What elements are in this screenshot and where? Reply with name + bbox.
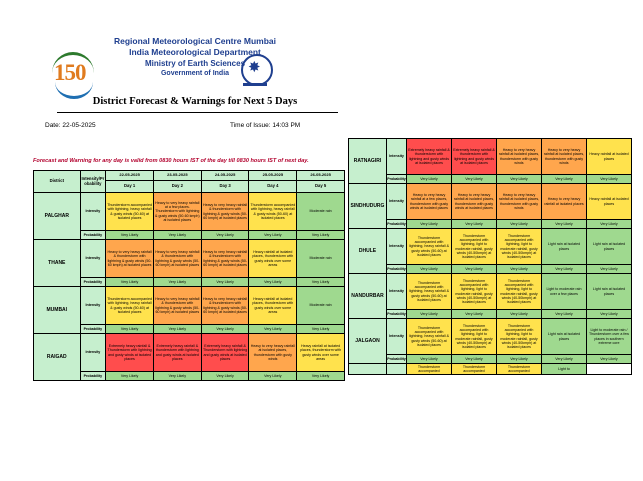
- probability-cell: Very Likely: [587, 355, 632, 364]
- col-header-day: Day 4: [249, 181, 297, 193]
- probability-cell: Very Likely: [497, 355, 542, 364]
- col-header-date: 26-05-2025: [297, 171, 345, 181]
- intensity-cell: Light to moderate rain / Thunderstorm over a few places in southern extreme core: [587, 319, 632, 355]
- probability-cell: Very Likely: [542, 355, 587, 364]
- col-header-day: Day 1: [106, 181, 154, 193]
- row-label-intensity: Intensity: [387, 319, 407, 355]
- probability-cell: Very Likely: [497, 310, 542, 319]
- probability-cell: Very Likely: [587, 175, 632, 184]
- row-label-probability: Probability: [387, 220, 407, 229]
- table-row: [349, 364, 632, 375]
- row-label-probability: Probability: [80, 325, 106, 334]
- col-header-intensity-probability: Intensity/Probability: [80, 171, 106, 193]
- probability-cell: Very Likely: [542, 175, 587, 184]
- emblem-base: [243, 83, 267, 86]
- intensity-cell: [587, 364, 632, 375]
- table-row-probability: [349, 265, 632, 274]
- forecast-table-left: [33, 170, 345, 381]
- intensity-cell: Heavy rainfall at isolated places, thunderstorm with gusty winds over some areas: [249, 287, 297, 325]
- col-header-date: 22-05-2025: [106, 171, 154, 181]
- logo-number: 150: [54, 60, 86, 85]
- row-label-intensity: Intensity: [387, 139, 407, 175]
- intensity-cell: Extremely heavy rainfall & Thunderstorm with lightning and gusty winds at isolated places: [201, 334, 249, 372]
- intensity-cell: Heavy to very heavy rainfall at isolated places, thunderstorm with gusty winds: [497, 184, 542, 220]
- document-header: [40, 36, 350, 79]
- forecast-date: Date: 22-05-2025: [45, 122, 96, 129]
- probability-cell: Very Likely: [587, 310, 632, 319]
- intensity-cell: Thunderstorm accompanied with lightning, light to moderate rainfall, gusty winds (40-50kmph) at isolated places: [497, 319, 542, 355]
- intensity-cell: Heavy to very heavy rainfall at a few places, thunderstorm with gusty winds at isolated places: [407, 184, 452, 220]
- row-label-intensity: Intensity: [387, 229, 407, 265]
- district-name-cell: NANDURBAR: [349, 274, 387, 319]
- intensity-cell: Thunderstorm accompanied with lightning, light to moderate rainfall, gusty winds (40-50kmph) at isolated places: [497, 274, 542, 310]
- probability-cell: Very Likely: [497, 220, 542, 229]
- table-row: [34, 287, 345, 325]
- district-name-cell: RAIGAD: [34, 334, 81, 381]
- intensity-cell: Light rain at isolated places: [542, 319, 587, 355]
- row-label-intensity: Intensity: [387, 184, 407, 220]
- district-name-cell: RATNAGIRI: [349, 139, 387, 184]
- row-label-intensity: Intensity: [80, 287, 106, 325]
- intensity-cell: Heavy to very heavy rainfall at a few places. Thunderstorm with lightning & gusty winds (50-60 kmph) at isolated places: [153, 193, 201, 231]
- row-label-probability: Probability: [387, 355, 407, 364]
- intensity-cell: Heavy to very heavy rainfall at isolated places, thunderstorm with gusty winds: [249, 334, 297, 372]
- intensity-cell: Heavy to very heavy rainfall & thunderstorm with lightning & gusty winds (50-60 kmph) at isolated places: [201, 240, 249, 278]
- intensity-cell: Light rain at isolated places: [542, 229, 587, 265]
- table-row-probability: [34, 325, 345, 334]
- col-header-date: 24-05-2025: [201, 171, 249, 181]
- probability-cell: Very Likely: [297, 278, 345, 287]
- col-header-date: 23-05-2025: [153, 171, 201, 181]
- intensity-cell: Light rain at isolated places: [587, 274, 632, 310]
- district-name-cell: MUMBAI: [34, 287, 81, 334]
- probability-cell: Very Likely: [201, 278, 249, 287]
- row-label-probability: Probability: [387, 310, 407, 319]
- district-name-cell: DHULE: [349, 229, 387, 274]
- title-divider: [57, 112, 338, 113]
- intensity-cell: Moderate rain: [297, 240, 345, 278]
- district-name-cell: JALGAON: [349, 319, 387, 364]
- probability-cell: Very Likely: [201, 231, 249, 240]
- table-row-probability: [349, 175, 632, 184]
- table-row-probability: [349, 355, 632, 364]
- probability-cell: Very Likely: [542, 220, 587, 229]
- intensity-cell: Light to: [542, 364, 587, 375]
- col-header-district: District: [34, 171, 81, 193]
- col-header-day: Day 2: [153, 181, 201, 193]
- probability-cell: Very Likely: [587, 220, 632, 229]
- district-name-cell: [349, 364, 387, 375]
- intensity-cell: Thunderstorm accompanied with lightning, light to moderate rainfall, gusty winds (40-50kmph) at isolated places: [452, 274, 497, 310]
- probability-cell: Very Likely: [249, 325, 297, 334]
- intensity-cell: Heavy to very heavy rainfall & thunderstorm with lightning & gusty winds (50-60 kmph) at isolated places: [201, 193, 249, 231]
- col-header-date: 25-05-2025: [249, 171, 297, 181]
- header-line-2: India Meteorological Department: [129, 47, 261, 57]
- probability-cell: Very Likely: [106, 325, 154, 334]
- intensity-cell: Heavy to very heavy rainfall at isolated places, thunderstorm with gusty winds: [497, 139, 542, 175]
- page-title: District Forecast & Warnings for Next 5 Days: [92, 96, 298, 107]
- intensity-cell: Thunderstorm accompanied: [452, 364, 497, 375]
- intensity-cell: Extremely heavy rainfall & Thunderstorm with lightning and gusty winds at isolated places: [106, 334, 154, 372]
- probability-cell: Very Likely: [587, 265, 632, 274]
- probability-cell: Very Likely: [106, 278, 154, 287]
- intensity-cell: Thunderstorm accompanied with lightning, light to moderate rainfall, gusty winds (40-50kmph) at isolated places: [452, 229, 497, 265]
- table-row-probability: [34, 231, 345, 240]
- intensity-cell: Heavy rainfall at isolated places: [587, 184, 632, 220]
- table-row: [349, 274, 632, 310]
- probability-cell: Very Likely: [452, 355, 497, 364]
- probability-cell: Very Likely: [249, 231, 297, 240]
- table-row: [349, 229, 632, 265]
- intensity-cell: Thunderstorm accompanied with lightning, light to moderate rainfall, gusty winds (40-50kmph) at isolated places: [452, 319, 497, 355]
- intensity-cell: Heavy rainfall at isolated places: [587, 139, 632, 175]
- row-label-intensity: Intensity: [80, 334, 106, 372]
- probability-cell: Very Likely: [249, 372, 297, 381]
- intensity-cell: Thunderstorm accompanied: [497, 364, 542, 375]
- probability-cell: Very Likely: [452, 175, 497, 184]
- intensity-cell: Extremely heavy rainfall & thunderstorm with lightning and gusty winds at isolated places: [153, 334, 201, 372]
- intensity-cell: Heavy to very heavy rainfall & thunderstorm with lightning & gusty winds (50-60 kmph) at isolated places: [106, 240, 154, 278]
- table-row-probability: [349, 310, 632, 319]
- intensity-cell: Heavy rainfall at isolated places, thunderstorm with gusty winds over some areas: [297, 334, 345, 372]
- probability-cell: Very Likely: [407, 310, 452, 319]
- row-label-intensity: Intensity: [80, 193, 106, 231]
- intensity-cell: Heavy to very heavy rainfall & thunderstorm with lightning & gusty winds (50-60 kmph) at isolated places: [201, 287, 249, 325]
- probability-cell: Very Likely: [497, 265, 542, 274]
- intensity-cell: Thunderstorm accompanied with lightning, heavy rainfall & gusty winds (50-60) at isolated places: [106, 193, 154, 231]
- district-name-cell: SINDHUDURG: [349, 184, 387, 229]
- header-line-1: Regional Meteorological Centre Mumbai: [114, 36, 276, 46]
- table-row-probability: [34, 372, 345, 381]
- intensity-cell: Thunderstorm accompanied: [407, 364, 452, 375]
- table-row: [349, 139, 632, 175]
- intensity-cell: Light rain at isolated places: [587, 229, 632, 265]
- intensity-cell: Extremely heavy rainfall & thunderstorm with lightning and gusty winds at isolated places: [407, 139, 452, 175]
- row-label-probability: Probability: [387, 175, 407, 184]
- intensity-cell: Thunderstorm accompanied with lightning, heavy rainfall & gusty winds (50-60) at isolated places: [407, 274, 452, 310]
- probability-cell: Very Likely: [249, 278, 297, 287]
- table-row-probability: [349, 220, 632, 229]
- intensity-cell: Heavy to very heavy rainfall & thunderstorm with lightning & gusty winds (50-60 kmph) at isolated places: [153, 287, 201, 325]
- probability-cell: Very Likely: [407, 220, 452, 229]
- district-name-cell: THANE: [34, 240, 81, 287]
- intensity-cell: Thunderstorm accompanied with lightning, heavy rainfall & gusty winds (50-60) at isolated places: [407, 229, 452, 265]
- probability-cell: Very Likely: [407, 265, 452, 274]
- header-line-4: Government of India: [160, 70, 230, 77]
- probability-cell: Very Likely: [153, 278, 201, 287]
- intensity-cell: Heavy to very heavy rainfall at isolated places: [542, 184, 587, 220]
- table-row: [349, 319, 632, 355]
- col-header-day: Day 3: [201, 181, 249, 193]
- probability-cell: Very Likely: [106, 231, 154, 240]
- row-label-probability: Probability: [80, 278, 106, 287]
- probability-cell: Very Likely: [452, 220, 497, 229]
- probability-cell: Very Likely: [297, 372, 345, 381]
- table-row: [349, 184, 632, 220]
- intensity-cell: Thunderstorm accompanied with lightning, heavy rainfall & gusty winds (50-60) at isolated places: [407, 319, 452, 355]
- col-header-day: Day 5: [297, 181, 345, 193]
- probability-cell: Very Likely: [297, 231, 345, 240]
- intensity-cell: Extremely heavy rainfall & thunderstorm with lightning and gusty winds at isolated places: [452, 139, 497, 175]
- intensity-cell: Moderate rain: [297, 193, 345, 231]
- forecast-table-right: [348, 138, 632, 375]
- table-row: [34, 240, 345, 278]
- row-label-intensity: Intensity: [387, 274, 407, 310]
- table-row-probability: [34, 278, 345, 287]
- probability-cell: Very Likely: [153, 325, 201, 334]
- validity-note: Forecast and Warning for any day is valid from 0830 hours IST of the day till 0830 hours IST of next day.: [33, 158, 309, 164]
- row-label-probability: Probability: [80, 372, 106, 381]
- intensity-cell: Thunderstorm accompanied with lightning, heavy rainfall & gusty winds (50-60) at isolated places: [249, 193, 297, 231]
- probability-cell: Very Likely: [201, 325, 249, 334]
- intensity-cell: Heavy to very heavy rainfall & thunderstorm with lightning & gusty winds (50-60 kmph) at isolated places: [153, 240, 201, 278]
- probability-cell: Very Likely: [153, 231, 201, 240]
- emblem-star: ✸: [248, 59, 261, 76]
- intensity-cell: Heavy to very heavy rainfall at isolated places, thunderstorm with gusty winds: [542, 139, 587, 175]
- intensity-cell: Thunderstorm accompanied with lightning, heavy rainfall & gusty winds (50-60) at isolated places: [106, 287, 154, 325]
- intensity-cell: Thunderstorm accompanied with lightning, light to moderate rainfall, gusty winds (40-50kmph) at isolated places: [497, 229, 542, 265]
- probability-cell: Very Likely: [452, 310, 497, 319]
- probability-cell: Very Likely: [106, 372, 154, 381]
- intensity-cell: Heavy rainfall at isolated places, thunderstorm with gusty winds over some areas: [249, 240, 297, 278]
- probability-cell: Very Likely: [407, 175, 452, 184]
- intensity-cell: Light to moderate rain over a few places: [542, 274, 587, 310]
- probability-cell: Very Likely: [407, 355, 452, 364]
- probability-cell: Very Likely: [452, 265, 497, 274]
- table-row: [34, 334, 345, 372]
- intensity-cell: Moderate rain: [297, 287, 345, 325]
- intensity-cell: Heavy to very heavy rainfall at isolated places, thunderstorm with gusty winds at isolated places: [452, 184, 497, 220]
- probability-cell: Very Likely: [542, 310, 587, 319]
- table-header-dates: [34, 171, 345, 181]
- probability-cell: Very Likely: [153, 372, 201, 381]
- row-label-intensity: Intensity: [80, 240, 106, 278]
- probability-cell: Very Likely: [497, 175, 542, 184]
- probability-cell: Very Likely: [542, 265, 587, 274]
- probability-cell: Very Likely: [297, 325, 345, 334]
- district-name-cell: PALGHAR: [34, 193, 81, 240]
- header-line-3: Ministry of Earth Sciences: [144, 59, 246, 68]
- issue-time: Time of Issue: 14:03 PM: [230, 122, 301, 129]
- row-label-intensity: [387, 364, 407, 375]
- table-row: [34, 193, 345, 231]
- row-label-probability: Probability: [387, 265, 407, 274]
- row-label-probability: Probability: [80, 231, 106, 240]
- probability-cell: Very Likely: [201, 372, 249, 381]
